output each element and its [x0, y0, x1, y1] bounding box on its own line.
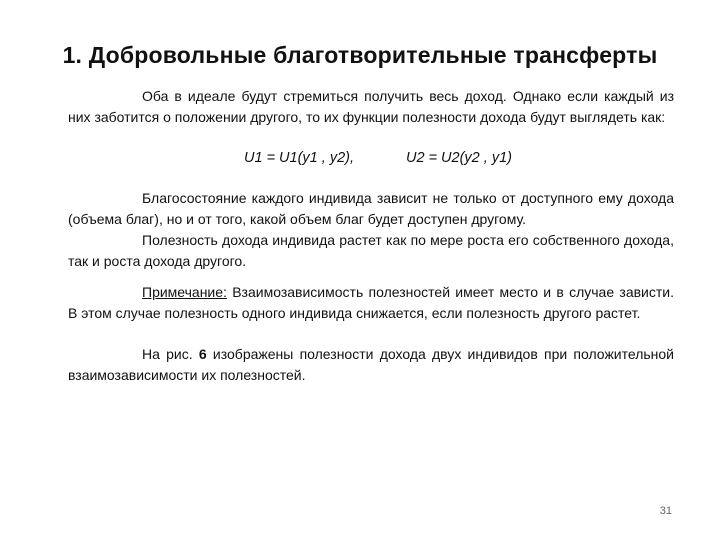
paragraph-utility-growth: Полезность дохода индивида растет как по мере роста его собственного дохода, так и роста дохода другого. [68, 232, 674, 269]
paragraph-note [68, 282, 674, 324]
slide-body [68, 86, 674, 386]
note-label: Примечание: [142, 284, 227, 300]
utility-formulas [68, 128, 674, 188]
paragraph-figure-reference [68, 344, 674, 386]
figure-number: 6 [198, 346, 207, 362]
page-number: 31 [659, 505, 672, 517]
note-text: Взаимозависимость полезностей имеет место и в случае зависти. В этом случае полезность одного индивида снижается, если полезность другого растет. [68, 284, 674, 321]
paragraph-welfare: Благосостояние каждого индивида зависит не только от доступного ему дохода (объема благ), но и от того, какой объем благ будет доступен другому. [68, 190, 674, 227]
formula-u2: U2 = U2(y2 , y1) [406, 150, 512, 166]
figure-ref-after: изображены полезности дохода двух индивидов при положительной взаимозависимости их полезностей. [68, 346, 675, 383]
formula-u1: U1 = U1(y1 , y2), [244, 150, 354, 166]
paragraph-intro: Оба в идеале будут стремиться получить весь доход. Однако если каждый из них заботится о положении другого, то их функции полезности дохода будут выглядеть как: [68, 88, 674, 125]
figure-ref-before: На рис. [142, 346, 199, 362]
slide-title: 1. Добровольные благотворительные трансферты [62, 42, 658, 68]
